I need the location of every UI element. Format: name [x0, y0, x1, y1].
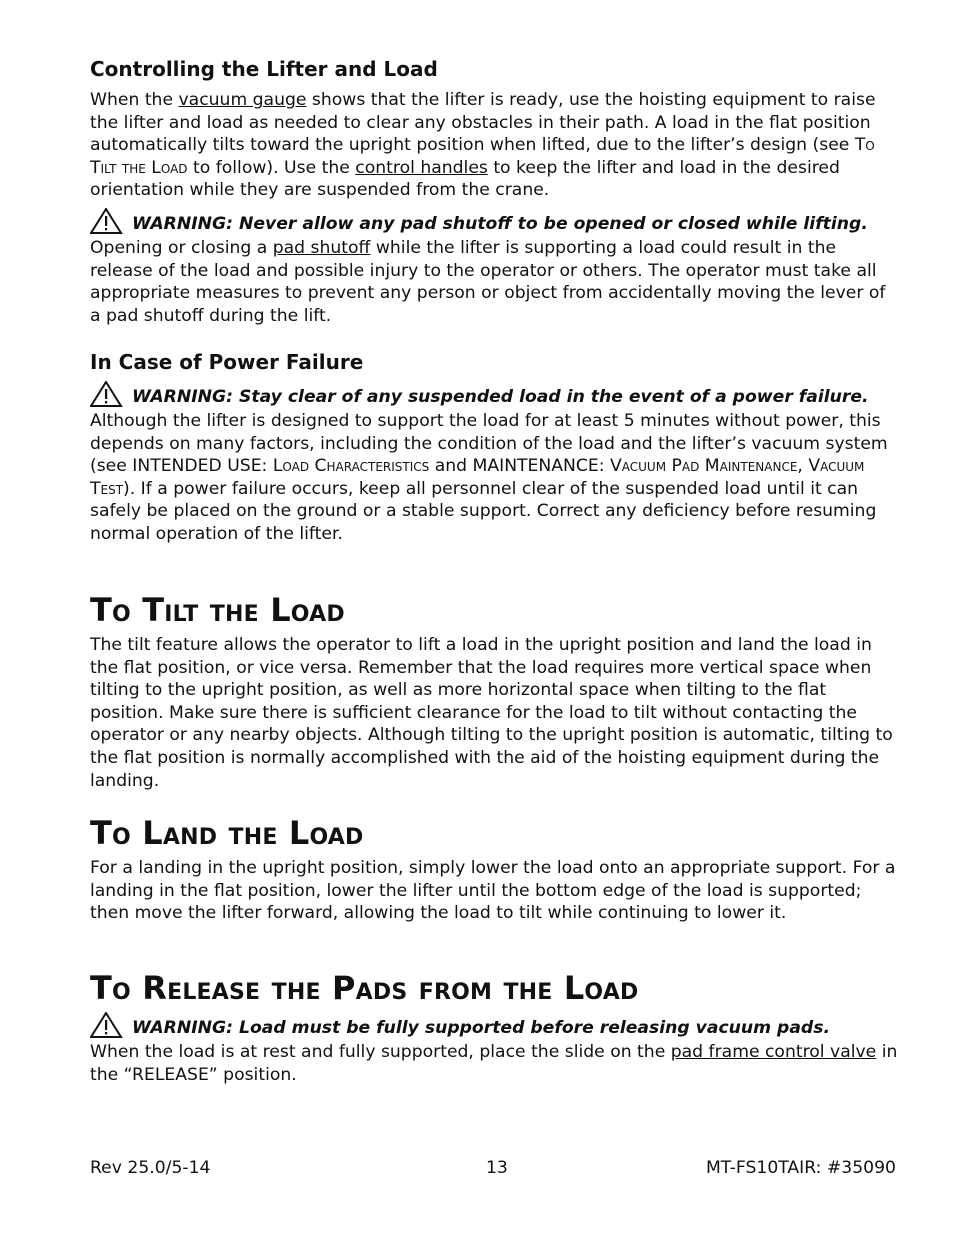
- heading-release: To Release the Pads from the Load: [90, 969, 639, 1007]
- footer-document-id: MT-FS10TAIR: #35090: [705, 1158, 896, 1178]
- link-pad-frame-control-valve[interactable]: pad frame control valve: [670, 1042, 877, 1062]
- paragraph-release: When the load is at rest and fully supported, place the slide on the pad frame control valve in the “RELEASE” position.: [90, 1042, 898, 1085]
- warning-triangle-icon: [90, 1012, 124, 1038]
- warning-power-failure: [90, 381, 900, 408]
- paragraph-controlling: When the vacuum gauge shows that the lifter is ready, use the hoisting equipment to raise the lifter and load as needed to clear any obstacles in their path. A load in the flat position automatically tilts toward the upright position when lifted, due to the lifter’s design (see To Tilt the Load to follow). Use the control handles to keep the lifter and load in the desired orientation while they are suspended from the crane.: [90, 90, 876, 201]
- warning-text: WARNING: Stay clear of any suspended load in the event of a power failure.: [132, 387, 869, 407]
- ref-load-characteristics: Load Characteristics: [272, 456, 430, 477]
- footer-page-number: 13: [486, 1158, 508, 1178]
- ref-vacuum-pad-maintenance: Vacuum Pad Maintenance, Vacuum Test: [90, 456, 865, 499]
- warning-text: WARNING: Load must be fully supported before releasing vacuum pads.: [132, 1018, 830, 1038]
- paragraph-power-failure: Although the lifter is designed to support the load for at least 5 minutes without power, this depends on many factors, including the condition of the load and the lifter’s vacuum system (see INTENDED USE: Load Characteristics and MAINTENANCE: Vacuum Pad Maintenance, Vacuum Test). If a power failure occurs, keep all personnel clear of the suspended load until it can safely be placed on the ground or a stable support. Correct any deficiency before resuming normal operation of the lifter.: [90, 411, 888, 544]
- paragraph-land: For a landing in the upright position, simply lower the load onto an appropriate support. For a landing in the flat position, lower the lifter until the bottom edge of the load is supported; then move the lifter forward, allowing the load to tilt while continuing to lower it.: [90, 858, 896, 924]
- heading-controlling: Controlling the Lifter and Load: [90, 57, 438, 81]
- heading-power-failure: In Case of Power Failure: [90, 350, 364, 374]
- link-pad-shutoff[interactable]: pad shutoff: [272, 238, 371, 258]
- footer-revision: Rev 25.0/5-14: [90, 1158, 211, 1178]
- heading-land: To Land the Load: [90, 814, 364, 852]
- warning-pad-shutoff: [90, 208, 900, 235]
- warning-triangle-icon: [90, 381, 124, 407]
- link-control-handles[interactable]: control handles: [355, 157, 488, 178]
- link-vacuum-gauge[interactable]: vacuum gauge: [178, 90, 307, 110]
- warning-release: [90, 1012, 900, 1039]
- warning-text: WARNING: Never allow any pad shutoff to be opened or closed while lifting.: [132, 214, 868, 234]
- warning-triangle-icon: [90, 208, 124, 234]
- heading-tilt: To Tilt the Load: [90, 591, 345, 629]
- paragraph-pad-shutoff: Opening or closing a pad shutoff while the lifter is supporting a load could result in the release of the load and possible injury to the operator or others. The operator must take all appropriate measures to prevent any person or object from accidentally moving the lever of a pad shutoff during the lift.: [90, 238, 886, 326]
- ref-to-tilt-the-load: To Tilt the Load: [90, 135, 875, 178]
- paragraph-tilt: The tilt feature allows the operator to lift a load in the upright position and land the load in the flat position, or vice versa. Remember that the load requires more vertical space when tilting to the upright position, as well as more horizontal space when tilting to the flat position. Make sure there is sufficient clearance for the load to tilt without contacting the operator or any nearby objects. Although tilting to the upright position is automatic, tilting to the flat position is normally accomplished with the aid of the hoisting equipment during the landing.: [90, 635, 893, 791]
